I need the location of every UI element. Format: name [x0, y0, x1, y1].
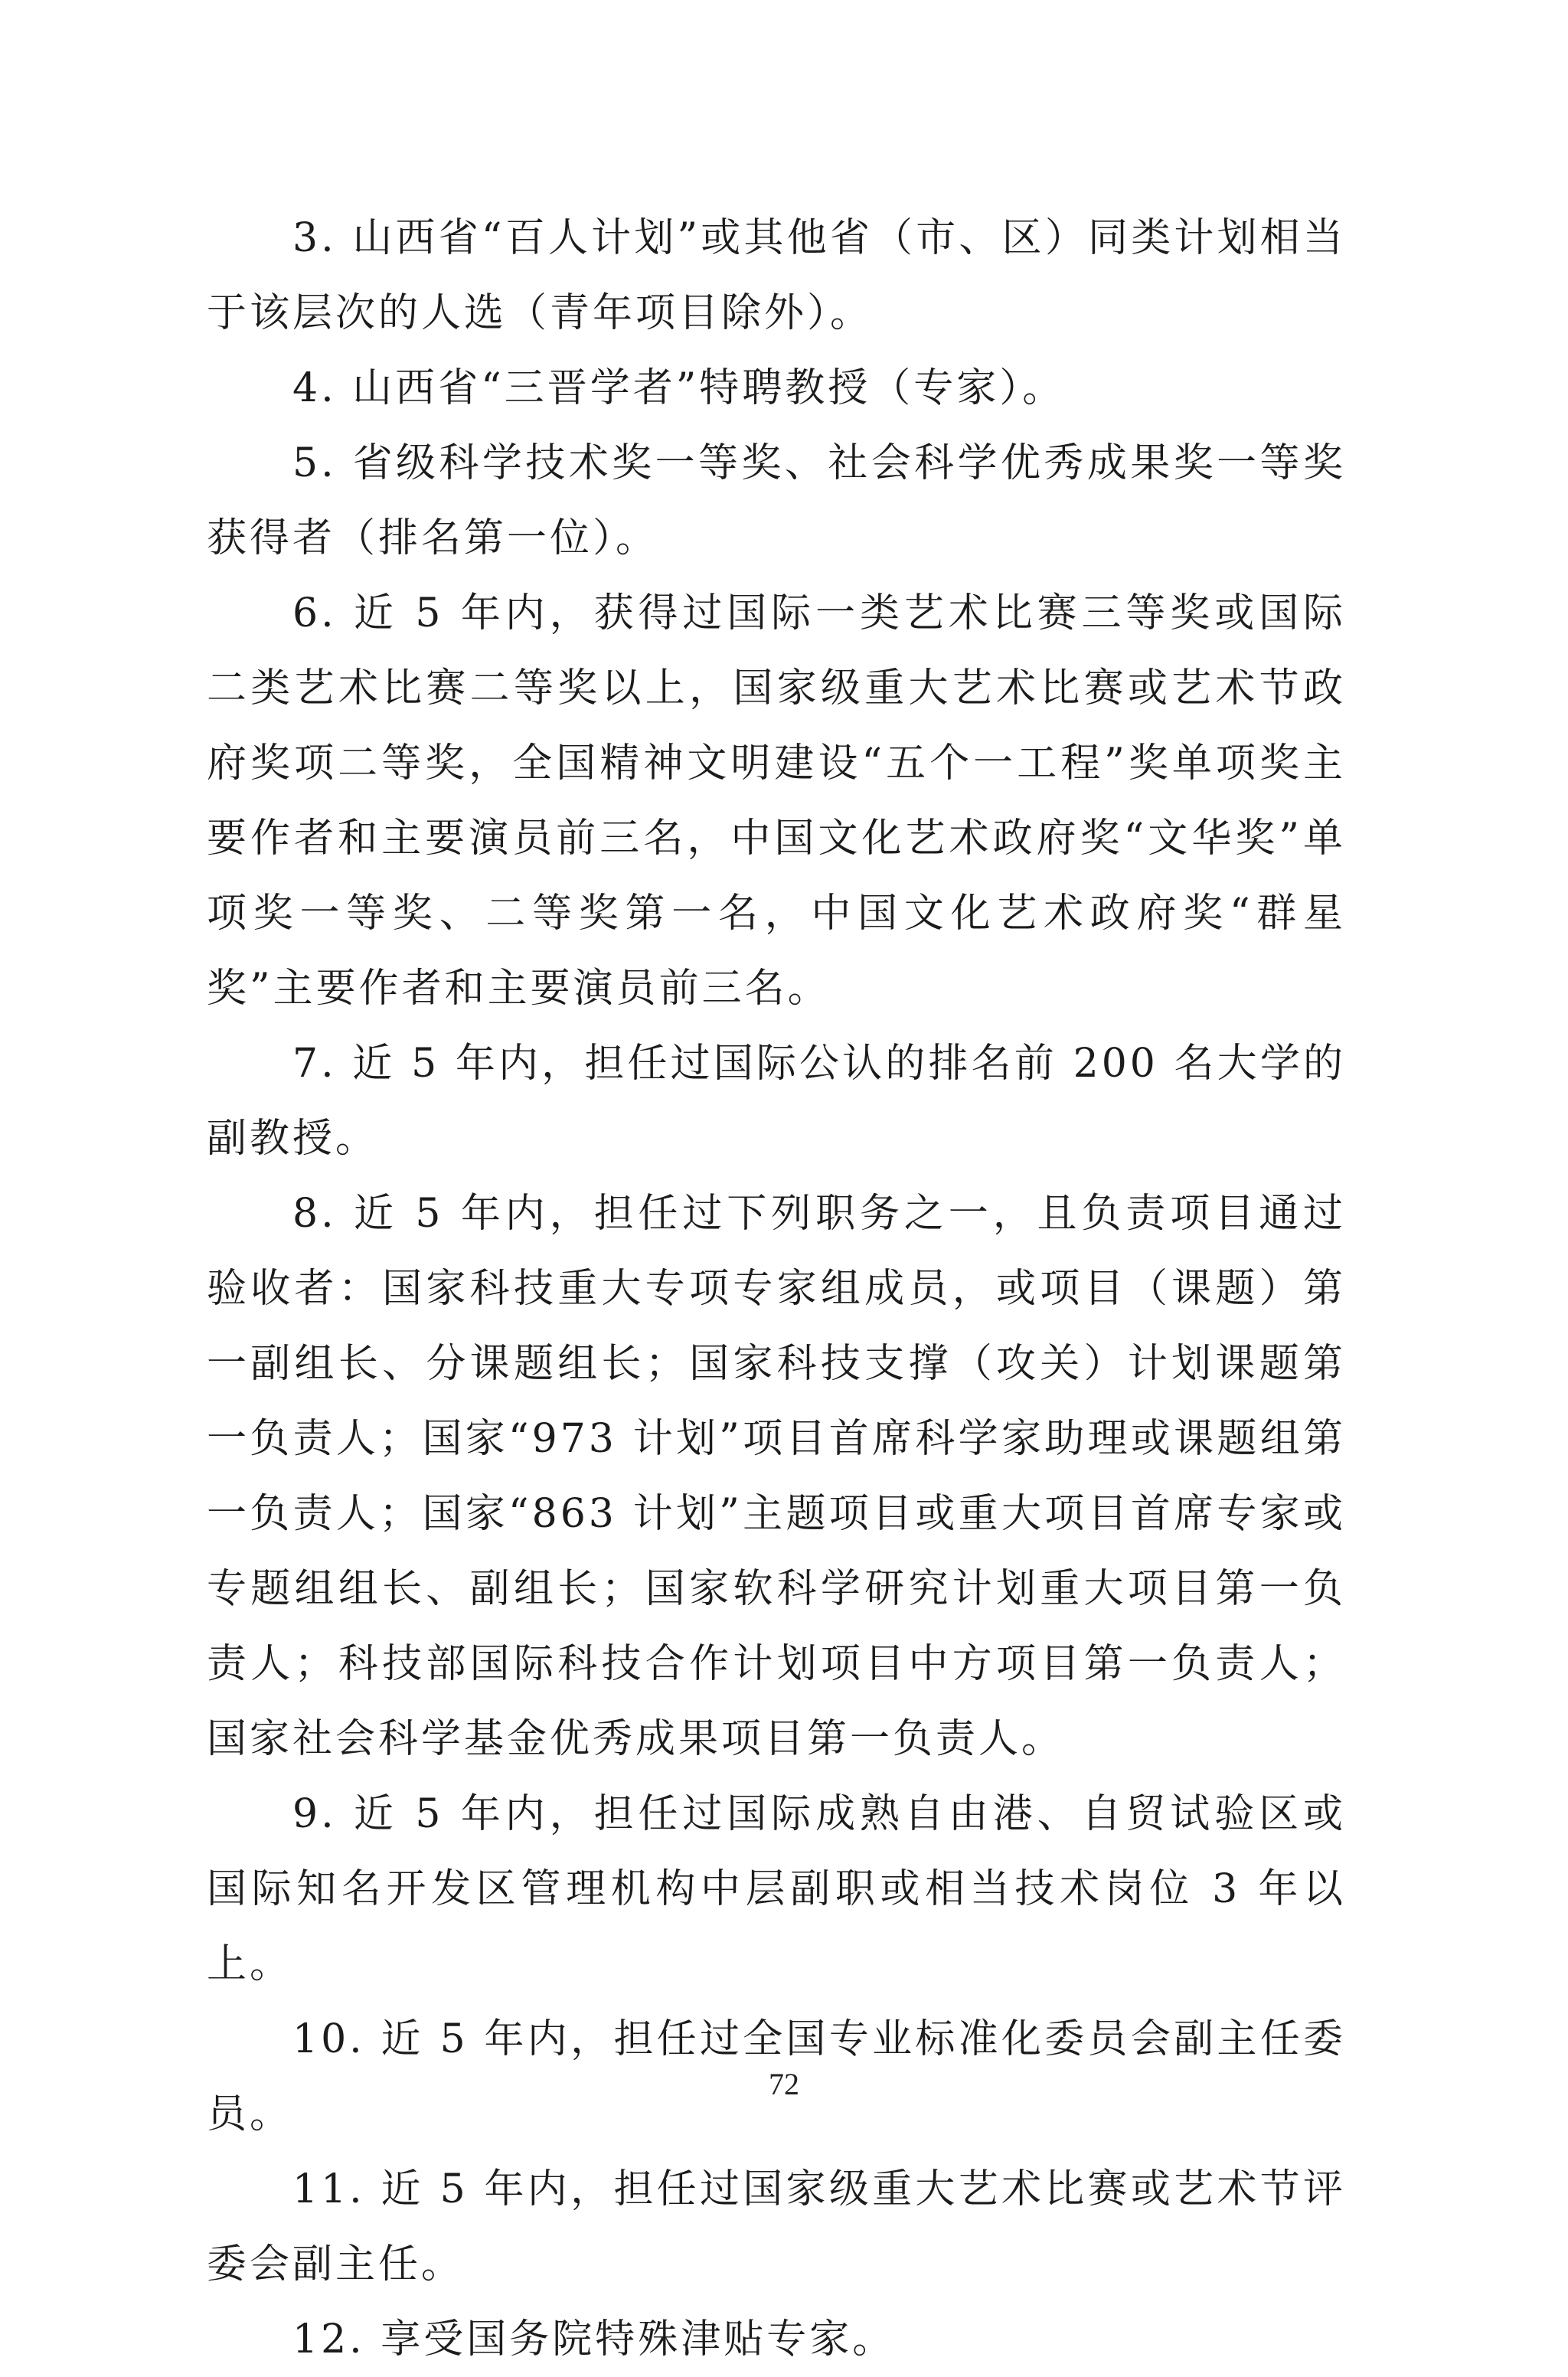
list-item-7: 7. 近 5 年内，担任过国际公认的排名前 200 名大学的副教授。	[207, 1041, 1346, 1162]
page-number: 72	[769, 2067, 799, 2101]
document-body	[207, 201, 1346, 2377]
list-item-11: 11. 近 5 年内，担任过国家级重大艺术比赛或艺术节评委会副主任。	[207, 2166, 1346, 2287]
list-item-6: 6. 近 5 年内，获得过国际一类艺术比赛三等奖或国际二类艺术比赛二等奖以上，国家级重大艺术比赛或艺术节政府奖项二等奖，全国精神文明建设“五个一工程”奖单项奖主要作者和主要演员前三名，中国文化艺术政府奖“文华奖”单项奖一等奖、二等奖第一名，中国文化艺术政府奖“群星奖”主要作者和主要演员前三名。	[207, 590, 1346, 1012]
list-item-3: 3. 山西省“百人计划”或其他省（市、区）同类计划相当于该层次的人选（青年项目除外）。	[207, 215, 1346, 336]
list-item-4: 4. 山西省“三晋学者”特聘教授（专家）。	[292, 365, 1066, 411]
list-item-12: 12. 享受国务院特殊津贴专家。	[292, 2317, 896, 2362]
list-item-5: 5. 省级科学技术奖一等奖、社会科学优秀成果奖一等奖获得者（排名第一位）。	[207, 440, 1346, 561]
list-item-9: 9. 近 5 年内，担任过国际成熟自由港、自贸试验区或国际知名开发区管理机构中层副职或相当技术岗位 3 年以上。	[207, 1791, 1346, 1987]
list-item-10: 10. 近 5 年内，担任过全国专业标准化委员会副主任委员。	[207, 2016, 1346, 2137]
list-item-8: 8. 近 5 年内，担任过下列职务之一，且负责项目通过验收者：国家科技重大专项专家组成员，或项目（课题）第一副组长、分课题组长；国家科技支撑（攻关）计划课题第一负责人；国家“973 计划”项目首席科学家助理或课题组第一负责人；国家“863 计划”主题项目或重大项目首席专家或专题组组长、副组长；国家软科学研究计划重大项目第一负责人；科技部国际科技合作计划项目中方项目第一负责人；国家社会科学基金优秀成果项目第一负责人。	[207, 1191, 1346, 1762]
